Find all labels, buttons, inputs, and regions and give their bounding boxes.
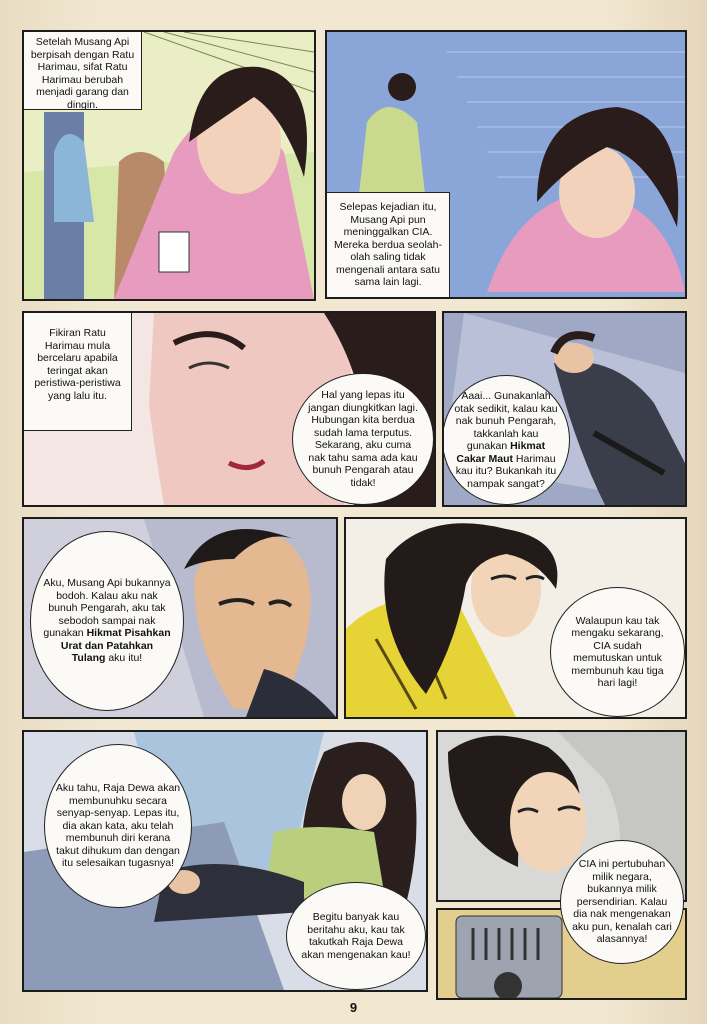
panel-5-speech-pre: Aku, Musang Api bukannya bodoh. Kalau aku nak bunuh Pengarah, aku tak sebodoh sampai nak gunakan — [43, 577, 171, 640]
panel-3-speech-text: Hal yang lepas itu jangan diungkitkan lagi. Hubungan kita berdua sudah lama terputus. Sekarang, aku cuma nak tahu sama ada kau bunuh Pengarah atau tidak! — [308, 389, 418, 489]
panel-4-speech-post: Harimau kau itu? Bukankah itu nampak sangat? — [455, 452, 557, 490]
panel-8-speech-bubble — [560, 840, 684, 964]
panel-4-speech-pre: Aaai... Gunakanlah otak sedikit, kalau kau nak bunuh Pengarah, takkanlah kau gunakan — [454, 390, 558, 452]
panel-4-speech-text — [453, 390, 559, 490]
panel-7-speech-text-top: Aku tahu, Raja Dewa akan membunuhku secara senyap-senyap. Lepas itu, dia akan kata, aku telah membunuh diri kerana takut dihukum dan dengan itu selesaikan tugasnya! — [55, 782, 181, 870]
panel-4-speech-bubble — [442, 375, 570, 505]
panel-5 — [22, 517, 338, 719]
panel-5-speech-bold: Hikmat Pisahkan Urat dan Patahkan Tulang — [60, 627, 171, 665]
panel-1-caption: Setelah Musang Api berpisah dengan Ratu Harimau, sifat Ratu Harimau berubah menjadi garang dan dingin. — [24, 32, 142, 110]
panel-2 — [325, 30, 687, 299]
panel-7 — [22, 730, 428, 992]
panel-5-speech-bubble — [30, 531, 184, 711]
panel-6 — [344, 517, 687, 719]
panel-4 — [442, 311, 687, 507]
panel-7-speech-text-bottom: Begitu banyak kau beritahu aku, kau tak takutkah Raja Dewa akan mengenakan kau! — [301, 911, 411, 961]
panel-8-speech-text: CIA ini pertubuhan milik negara, bukannya milik persendirian. Kalau dia nak mengenakan aku pun, kenalah cari alasannya! — [572, 858, 672, 946]
panel-3-caption: Fikiran Ratu Harimau mula bercelaru apabila teringat akan peristiwa-peristiwa yang lalu itu. — [24, 313, 132, 431]
panel-7-speech-bubble-top — [44, 744, 192, 908]
page-number: 9 — [349, 1000, 358, 1015]
panel-6-speech-bubble — [550, 587, 685, 717]
panel-2-caption: Selepas kejadian itu, Musang Api pun meninggalkan CIA. Mereka berdua seolah-olah saling tidak mengenali antara satu sama lain lagi. — [327, 192, 450, 297]
panel-5-speech-text — [43, 577, 171, 665]
panel-4-speech-bold: Hikmat Cakar Maut — [456, 440, 546, 465]
panel-1 — [22, 30, 316, 301]
panel-5-speech-post: aku itu! — [108, 652, 143, 665]
panel-6-speech-text: Walaupun kau tak mengaku sekarang, CIA sudah memutuskan untuk membunuh kau tiga hari lagi! — [571, 614, 664, 689]
panel-3-speech-bubble — [292, 373, 434, 505]
panel-3 — [22, 311, 436, 507]
panel-7-speech-bubble-bottom — [286, 882, 426, 990]
